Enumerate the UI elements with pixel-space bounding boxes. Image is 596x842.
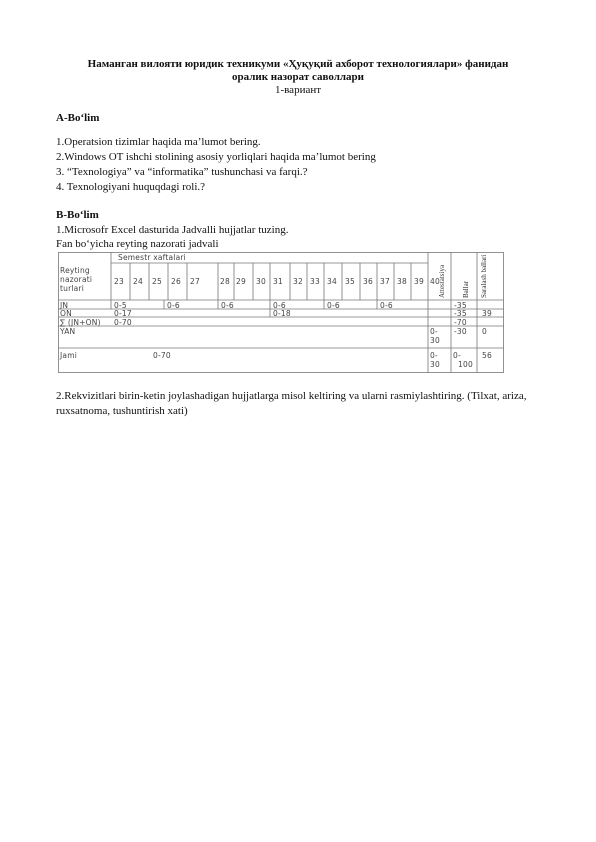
week-32: 32	[293, 277, 303, 286]
row-jami-ballar-1: 0-	[453, 351, 461, 360]
question-a1: 1.Operatsion tizimlar haqida ma’lumot bering.	[56, 136, 261, 148]
week-25: 25	[152, 277, 162, 286]
week-26: 26	[171, 277, 181, 286]
week-23: 23	[114, 277, 124, 286]
week-34: 34	[327, 277, 337, 286]
row-jn-ballar: -35	[454, 301, 467, 310]
week-35: 35	[345, 277, 355, 286]
col-saralash-ballari: Saralash ballari	[480, 254, 488, 298]
corner-label-line1: Reyting	[60, 266, 90, 275]
row-yan-saralash: 0	[482, 327, 487, 336]
week-36: 36	[363, 277, 373, 286]
question-b1: 1.Microsofr Excel dasturida Jadvalli hujjatlar tuzing.	[56, 224, 289, 236]
row-yan-att-2: 30	[430, 336, 440, 345]
row-sum-val: 0-70	[114, 318, 132, 327]
week-38: 38	[397, 277, 407, 286]
row-on-saralash: 39	[482, 309, 492, 318]
row-jn-label: JN	[60, 301, 69, 310]
week-28: 28	[220, 277, 230, 286]
week-24: 24	[133, 277, 143, 286]
document-title-line1: Наманган вилояти юридик техникуми «Ҳуқуқий ахборот технологиялари» фанидан	[87, 58, 509, 70]
question-b2: 2.Rekvizitlari birin-ketin joylashadigan hujjatlarga misol keltiring va ularni rasmiylashtiring. (Tilxat, ariza, ruxsatnoma, tushuntirish xati)	[56, 390, 527, 417]
row-on-val-1: 0-17	[114, 309, 132, 318]
row-jami-saralash: 56	[482, 351, 492, 360]
row-on-val-2: 0-18	[273, 309, 291, 318]
col-ballar: Ballar	[462, 280, 470, 298]
row-jn-val-2: 0-6	[167, 301, 180, 310]
row-jami-ballar-2: 100	[458, 360, 473, 369]
question-a4: 4. Texnologiyani huquqdagi roli.?	[56, 181, 206, 193]
row-on-ballar: -35	[454, 309, 467, 318]
table-caption: Fan bo‘yicha reyting nazorati jadvali	[56, 238, 219, 250]
row-jn-val-1: 0-5	[114, 301, 127, 310]
row-jn-val-6: 0-6	[380, 301, 393, 310]
row-jami-att-2: 30	[430, 360, 440, 369]
corner-label-line2: nazorati	[60, 275, 93, 284]
document-title-line2: оралик назорат саволлари	[231, 71, 365, 83]
row-sum-label: ∑ (JN+ON)	[60, 318, 101, 327]
row-jn-val-3: 0-6	[221, 301, 234, 310]
semester-weeks-label: Semestr xaftalari	[118, 253, 186, 262]
week-31: 31	[273, 277, 283, 286]
row-jami-val: 0-70	[153, 351, 171, 360]
section-a-heading: A-Bo‘lim	[56, 112, 100, 124]
row-jami-att-1: 0-	[430, 351, 438, 360]
row-on-label: ON	[60, 309, 72, 318]
week-30: 30	[256, 277, 266, 286]
row-sum-ballar: -70	[454, 318, 467, 327]
week-39: 39	[414, 277, 424, 286]
corner-label-line3: turlari	[60, 284, 85, 293]
week-40: 40	[430, 277, 440, 286]
section-b-heading: B-Bo‘lim	[56, 209, 99, 221]
variant-label: 1-вариант	[274, 84, 322, 96]
week-27: 27	[190, 277, 200, 286]
rating-table	[58, 252, 504, 373]
week-37: 37	[380, 277, 390, 286]
row-jn-val-5: 0-6	[327, 301, 340, 310]
row-yan-att-1: 0-	[430, 327, 438, 336]
col-attestatsiya: Attestatsiya	[438, 264, 446, 298]
row-yan-ballar: -30	[454, 327, 467, 336]
question-a2: 2.Windows OT ishchi stolining asosiy yorliqlari haqida ma’lumot bering	[56, 151, 376, 163]
week-29: 29	[236, 277, 246, 286]
week-33: 33	[310, 277, 320, 286]
row-jami-label: Jami	[60, 351, 77, 360]
question-a3: 3. “Texnologiya” va “informatika” tushunchasi va farqi.?	[56, 166, 308, 178]
row-yan-label: YAN	[60, 327, 76, 336]
row-jn-val-4: 0-6	[273, 301, 286, 310]
